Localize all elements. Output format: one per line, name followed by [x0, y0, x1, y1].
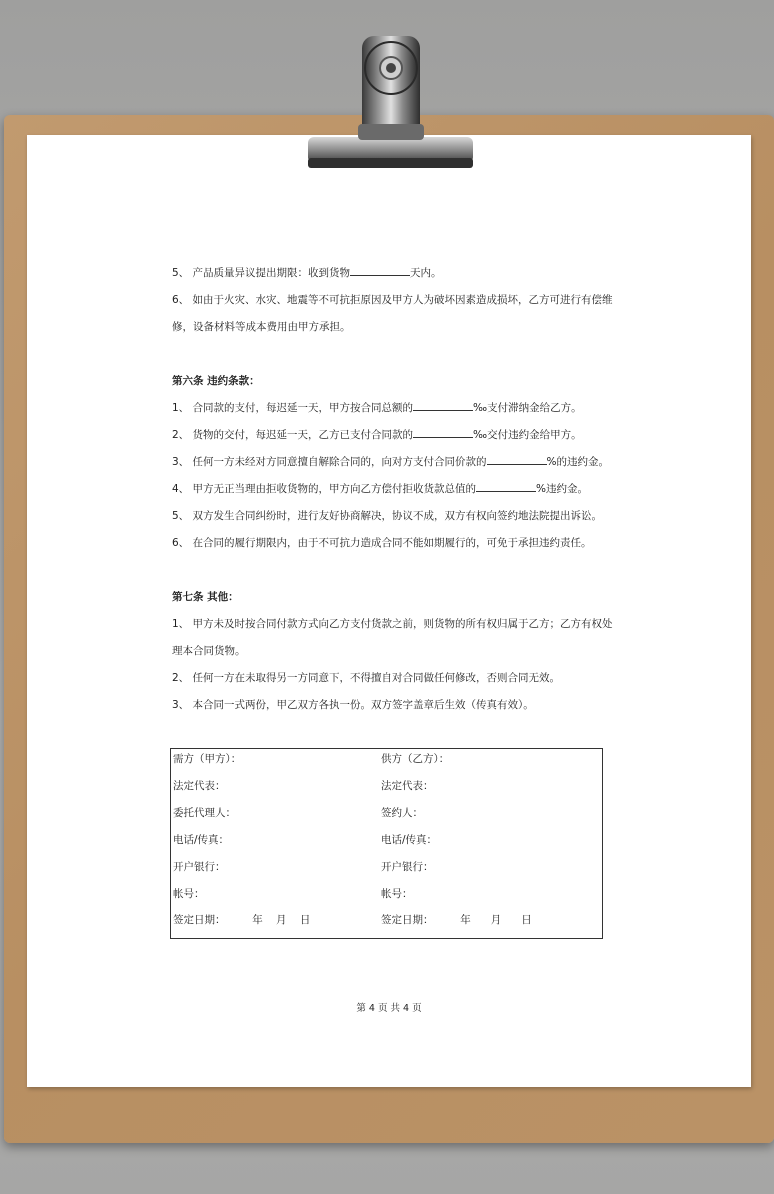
sig-left-account: 帐号：	[173, 888, 205, 900]
blank-field	[413, 427, 473, 438]
clause-text: 1、 合同款的支付，每迟延一天，甲方按合同总额的	[172, 402, 414, 414]
sig-right-bank: 开户银行：	[381, 861, 434, 873]
binder-clip-icon	[300, 24, 480, 179]
section-7-item-3: 3、 本合同一式两份，甲乙双方各执一份。双方签字盖章后生效（传真有效）。	[172, 699, 534, 711]
clause-text: %违约金。	[536, 483, 589, 495]
clause-6-line1: 6、 如由于火灾、水灾、地震等不可抗拒原因及甲方人为破坏因素造成损坏，乙方可进行有偿维	[172, 294, 613, 306]
clause-text: 4、 甲方无正当理由拒收货物的，甲方向乙方偿付拒收货款总值的	[172, 483, 477, 495]
clause-text: ‰交付违约金给甲方。	[473, 429, 582, 441]
sig-right-signer: 签约人：	[381, 807, 423, 819]
blank-field	[350, 265, 410, 276]
sig-left-bank: 开户银行：	[173, 861, 226, 873]
section-7-item-1-line1: 1、 甲方未及时按合同付款方式向乙方支付货款之前，则货物的所有权归属于乙方；乙方有权处	[172, 618, 613, 630]
sig-right-party: 供方（乙方）：	[381, 753, 450, 765]
page-number-footer: 第 4 页 共 4 页	[356, 1003, 422, 1014]
section-7-item-1-line2: 理本合同货物。	[172, 645, 246, 657]
sig-right-account: 帐号：	[381, 888, 413, 900]
document-body	[27, 135, 751, 1087]
section-7-heading: 第七条 其他：	[172, 591, 239, 603]
clause-text: 天内。	[410, 267, 442, 279]
sig-right-date: 签定日期： 年 月 日	[381, 914, 532, 926]
blank-field	[487, 454, 547, 465]
clause-text: 2、 货物的交付，每迟延一天，乙方已支付合同款的	[172, 429, 414, 441]
clause-text: %的违约金。	[546, 456, 610, 468]
document-page	[27, 135, 751, 1087]
section-6-item-4	[172, 481, 588, 496]
section-6-item-5: 5、 双方发生合同纠纷时，进行友好协商解决，协议不成，双方有权向签约地法院提出诉讼。	[172, 510, 603, 522]
section-6-heading: 第六条 违约条款：	[172, 375, 260, 387]
clause-6-line2: 修，设备材料等成本费用由甲方承担。	[172, 321, 351, 333]
clause-text: 3、 任何一方未经对方同意擅自解除合同的，向对方支付合同价款的	[172, 456, 487, 468]
section-6-item-3	[172, 454, 609, 469]
sig-right-phone: 电话/传真：	[381, 834, 438, 846]
sig-left-phone: 电话/传真：	[173, 834, 230, 846]
section-6-item-2	[172, 427, 582, 442]
sig-left-party: 需方（甲方）：	[173, 753, 242, 765]
section-7-item-2: 2、 任何一方在未取得另一方同意下，不得擅自对合同做任何修改，否则合同无效。	[172, 672, 561, 684]
section-6-item-6: 6、 在合同的履行期限内，由于不可抗力造成合同不能如期履行的，可免于承担违约责任。	[172, 537, 592, 549]
section-6-item-1	[172, 400, 582, 415]
clause-5	[172, 265, 442, 280]
sig-left-agent: 委托代理人：	[173, 807, 236, 819]
signature-table	[170, 748, 603, 939]
clause-text: ‰支付滞纳金给乙方。	[473, 402, 582, 414]
sig-right-rep: 法定代表：	[381, 780, 434, 792]
blank-field	[476, 481, 536, 492]
sig-left-date: 签定日期： 年 月 日	[173, 914, 311, 926]
clause-text: 5、 产品质量异议提出期限：收到货物	[172, 267, 351, 279]
sig-left-rep: 法定代表：	[173, 780, 226, 792]
blank-field	[413, 400, 473, 411]
